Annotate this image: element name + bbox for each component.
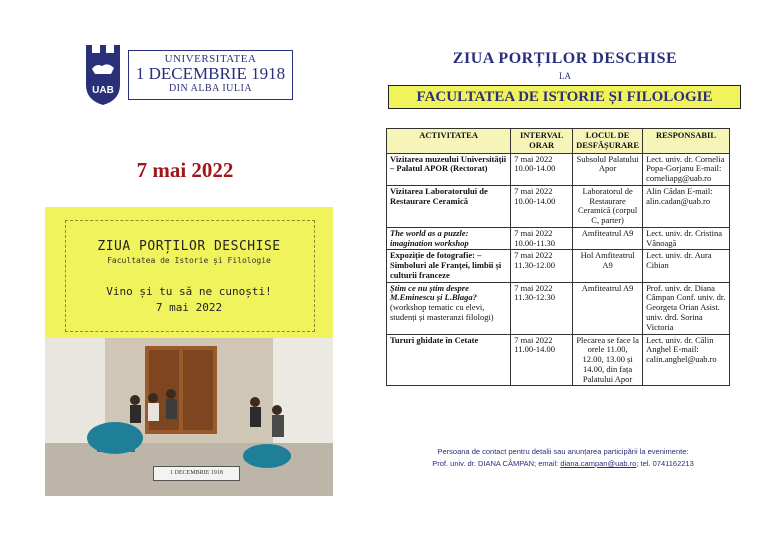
contact-details [388,459,738,468]
logo-line3: DIN ALBA IULIA [168,83,253,94]
column-header: ACTIVITATEA [387,129,511,154]
table-header-row [387,129,730,154]
responsible-cell: Lect. univ. dr. Călin Anghel E-mail: calin.anghel@uab.ro [643,334,730,386]
crest-lettering: UAB [92,85,114,96]
interval-cell: 7 mai 2022 11.30-12.00 [511,250,573,282]
activity-cell: Vizitarea Laboratorului de Restaurare Ceramică [387,185,511,227]
place-cell: Hol Amfiteatrul A9 [573,250,643,282]
place-cell: Plecarea se face la orele 11.00, 12.00, 13.00 și 14.00, din fața Palatului Apor [573,334,643,386]
poster-subtitle: Facultatea de Istorie și Filologie [107,256,271,265]
program-connector: LA [559,71,571,81]
university-crest-logo [84,45,122,105]
responsible-cell: Prof. univ. dr. Diana Câmpan Conf. univ. dr. Georgeta Orian Asist. univ. drd. Sorina Victoria [643,282,730,334]
schedule-table [386,128,730,386]
activity-cell [387,282,511,334]
activity-cell: Tururi ghidate în Cetate [387,334,511,386]
table-row [387,282,730,334]
responsible-cell: Alin Cădan E-mail: alin.cadan@uab.ro [643,185,730,227]
activity-title: Știm ce nu știm despre M.Eminescu și L.Blaga? [390,282,477,303]
table-row [387,185,730,227]
logo-line1: UNIVERSITATEA [164,53,257,65]
table-row [387,227,730,250]
poster-university-badge: 1 DECEMBRIE 1918 [153,466,240,481]
contact-phone: ; tel. 0741162213 [636,459,694,468]
activity-cell: Expoziție de fotografie: – Simboluri ale Franței, limbii și culturii franceze [387,250,511,282]
poster-invite: Vino și tu să ne cunoști! [106,285,272,298]
table-row [387,250,730,282]
responsible-cell: Lect. univ. dr. Cristina Vânoagă [643,227,730,250]
faculty-banner: FACULTATEA DE ISTORIE ȘI FILOLOGIE [388,85,741,109]
interval-cell: 7 mai 2022 10.00-14.00 [511,153,573,185]
interval-cell: 7 mai 2022 11.30-12.30 [511,282,573,334]
activity-cell: Vizitarea muzeului Universității – Palatul APOR (Rectorat) [387,153,511,185]
event-poster [45,207,333,496]
interval-cell: 7 mai 2022 10.00-11.30 [511,227,573,250]
activity-note: (workshop tematic cu elevi, studenți și masteranzi filologi) [390,302,494,323]
place-cell: Subsolul Palatului Apor [573,153,643,185]
contact-person: Prof. univ. dr. DIANA CÂMPAN; email: [432,459,559,468]
place-cell: Amfiteatrul A9 [573,282,643,334]
place-cell: Laboratorul de Restaurare Ceramică (corpul C, parter) [573,185,643,227]
place-cell: Amfiteatrul A9 [573,227,643,250]
table-row [387,153,730,185]
poster-title: ZIUA PORȚILOR DESCHISE [97,239,281,254]
activity-cell: The world as a puzzle: imagination workshop [387,227,511,250]
table-row [387,334,730,386]
column-header: INTERVAL ORAR [511,129,573,154]
logo-line2: 1 DECEMBRIE 1918 [135,64,286,83]
responsible-cell: Lect. univ. dr. Aura Cibian [643,250,730,282]
responsible-cell: Lect. univ. dr. Cornelia Popa-Gorjanu E-mail: corneliapg@uab.ro [643,153,730,185]
university-name-block [128,50,293,100]
event-date-heading: 7 mai 2022 [136,158,234,182]
interval-cell: 7 mai 2022 10.00-14.00 [511,185,573,227]
poster-date: 7 mai 2022 [155,301,223,314]
column-header: LOCUL DE DESFĂȘURARE [573,129,643,154]
column-header: RESPONSABIL [643,129,730,154]
interval-cell: 7 mai 2022 11.00-14.00 [511,334,573,386]
program-title: ZIUA PORȚILOR DESCHISE [452,50,678,67]
contact-intro: Persoana de contact pentru detalii sau anunțarea participării la evenimente: [437,447,689,456]
poster-dashed-frame [65,220,315,332]
contact-email-link[interactable]: diana.campan@uab.ro [560,459,637,468]
